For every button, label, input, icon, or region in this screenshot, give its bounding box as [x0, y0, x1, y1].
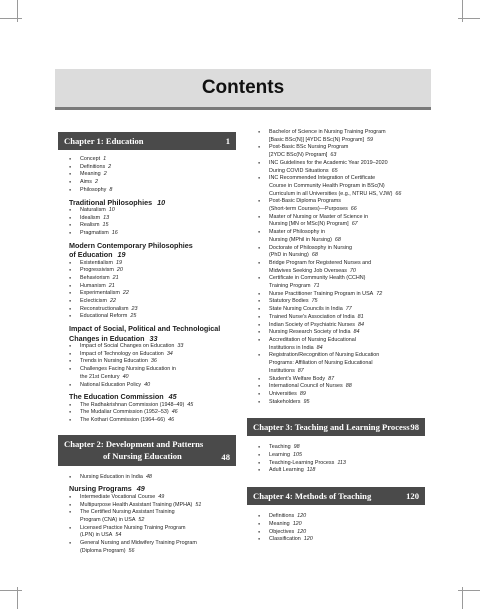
chapter-2-intro-list	[58, 474, 236, 482]
list-item[interactable]: ● International Council of Nurses 88	[247, 383, 425, 391]
list-item[interactable]: ● The Kothari Commission (1964–66) 46	[58, 417, 236, 425]
chapter-4-title: Chapter 4: Methods of Teaching	[253, 491, 372, 502]
page-title: Contents	[201, 77, 285, 98]
section-list	[58, 494, 236, 556]
list-item[interactable]: ● Challenges Facing Nursing Education in the 21st Century 40	[58, 366, 236, 381]
chapter-4-list	[247, 513, 425, 544]
list-item[interactable]: ● General Nursing and Midwifery Training Program (Diploma Program) 56	[58, 540, 236, 555]
list-item[interactable]: ● Certificate in Community Health (CCHN) Training Program 71	[247, 275, 425, 290]
toc-right-column	[247, 129, 425, 544]
section-heading[interactable]: The Education Commission 45	[69, 392, 177, 402]
chapter-2-title-line2: of Nursing Education	[103, 450, 182, 461]
contents-title-band	[55, 69, 431, 110]
list-item[interactable]: ● INC Guidelines for the Academic Year 2019–2020 During COVID Situations 65	[247, 160, 425, 175]
list-item[interactable]: ● Naturalism 10	[58, 207, 236, 215]
list-item[interactable]: ● Experimentalism 22	[58, 290, 236, 298]
list-item[interactable]: ● Stakeholders 95	[247, 399, 425, 407]
chapter-1-intro-list	[58, 156, 236, 195]
list-item[interactable]: ● Post-Basic Diploma Programs (Short-term Courses)—Purposes 66	[247, 198, 425, 213]
list-item[interactable]: ● Pragmatism 16	[58, 230, 236, 238]
chapter-2-title: Chapter 2: Development and Patterns	[64, 438, 204, 449]
list-item[interactable]: ● Registration/Recognition of Nursing Education Programs: Affiliation of Nursing Educational Institutions 87	[247, 352, 425, 375]
chapter-3-title: Chapter 3: Teaching and Learning Process	[253, 422, 410, 433]
list-item[interactable]: ● Concept 1	[58, 156, 236, 164]
section-heading[interactable]: Traditional Philosophies 10	[69, 197, 166, 207]
crop-mark	[462, 0, 463, 22]
list-item[interactable]: ● Multipurpose Health Assistant Training (MPHA) 51	[58, 502, 236, 510]
list-item[interactable]: ● Progressivism 20	[58, 267, 236, 275]
list-item[interactable]: ● Realism 15	[58, 222, 236, 230]
section-list	[58, 402, 236, 425]
list-item[interactable]: ● Philosophy 8	[58, 187, 236, 195]
list-item[interactable]: ● Nurse Practitioner Training Program in USA 72	[247, 291, 425, 299]
crop-mark	[0, 590, 22, 591]
chapter-2-heading[interactable]	[58, 435, 236, 466]
chapter-2-continued-list	[247, 129, 425, 406]
list-item[interactable]: ● Eclecticism 22	[58, 298, 236, 306]
list-item[interactable]: ● Teaching 98	[247, 444, 425, 452]
chapter-4-page: 120	[406, 491, 419, 502]
list-item[interactable]: ● Accreditation of Nursing Educational Institutions in India 84	[247, 337, 425, 352]
list-item[interactable]: ● Educational Reform 25	[58, 313, 236, 321]
list-item[interactable]: ● INC Recommended Integration of Certificate Course in Community Health Program in BSc(N) Curriculum in all Universities (e.g., NTRU HS, VJW) 66	[247, 175, 425, 198]
crop-mark	[17, 0, 18, 22]
list-item[interactable]: ● Teaching-Learning Process 113	[247, 460, 425, 468]
chapter-3-heading[interactable]	[247, 418, 425, 436]
list-item[interactable]: ● Post-Basic BSc Nursing Program [2YDC BSc(N) Program] 63	[247, 144, 425, 159]
list-item[interactable]: ● Indian Society of Psychiatric Nurses 84	[247, 322, 425, 330]
list-item[interactable]: ● The Certified Nursing Assistant Training Program (CNA) in USA 52	[58, 509, 236, 524]
list-item[interactable]: ● Adult Learning 118	[247, 467, 425, 475]
chapter-1-heading[interactable]	[58, 132, 236, 150]
list-item[interactable]: ● Humanism 21	[58, 283, 236, 291]
list-item[interactable]: ● Student's Welfare Body 87	[247, 376, 425, 384]
list-item[interactable]: ● Statutory Bodies 75	[247, 298, 425, 306]
chapter-1-title: Chapter 1: Education	[64, 136, 144, 146]
list-item[interactable]: ● Bridge Program for Registered Nurses and Midwives Seeking Job Overseas 70	[247, 260, 425, 275]
list-item[interactable]: ● Nursing Research Society of India 84	[247, 329, 425, 337]
list-item[interactable]: ● Doctorate of Philosophy in Nursing (PhD in Nursing) 68	[247, 245, 425, 260]
list-item[interactable]: ● Definitions 2	[58, 164, 236, 172]
list-item[interactable]: ● Master of Philosophy in Nursing (MPhil in Nursing) 68	[247, 229, 425, 244]
section-list	[58, 260, 236, 322]
chapter-3-list	[247, 444, 425, 475]
section-heading[interactable]: Modern Contemporary Philosophies of Education 19	[69, 240, 193, 260]
chapter-4-heading[interactable]	[247, 487, 425, 505]
list-item[interactable]: ● The Radhakrishnan Commission (1948–49) 45	[58, 402, 236, 410]
list-item[interactable]: ● Bachelor of Science in Nursing Training Program [Basic BSc(N)] [4YDC BSc(N) Program] 59	[247, 129, 425, 144]
toc-left-column	[58, 132, 236, 555]
list-item[interactable]: ● Trends in Nursing Education 36	[58, 358, 236, 366]
list-item[interactable]: ● Trained Nurse's Association of India 81	[247, 314, 425, 322]
list-item[interactable]: ● Idealism 13	[58, 215, 236, 223]
list-item[interactable]: ● Universities 89	[247, 391, 425, 399]
list-item[interactable]: ● Nursing Education in India 48	[58, 474, 236, 482]
crop-mark	[17, 587, 18, 609]
chapter-3-page: 98	[410, 422, 419, 433]
list-item[interactable]: ● National Education Policy 40	[58, 382, 236, 390]
list-item[interactable]: ● Classification 120	[247, 536, 425, 544]
section-list	[58, 343, 236, 389]
list-item[interactable]: ● Meaning 120	[247, 521, 425, 529]
section-heading[interactable]: Impact of Social, Political and Technological Changes in Education 33	[69, 324, 221, 343]
section-list	[58, 207, 236, 238]
list-item[interactable]: ● Definitions 120	[247, 513, 425, 521]
list-item[interactable]: ● The Mudaliar Commission (1952–53) 46	[58, 409, 236, 417]
chapter-2-page: 48	[221, 451, 230, 462]
crop-mark	[462, 587, 463, 609]
list-item[interactable]: ● Meaning 2	[58, 171, 236, 179]
list-item[interactable]: ● Objectives 120	[247, 529, 425, 537]
list-item[interactable]: ● Aims 2	[58, 179, 236, 187]
list-item[interactable]: ● Licensed Practice Nursing Training Program (LPN) in USA 54	[58, 525, 236, 540]
chapter-1-page: 1	[225, 136, 230, 146]
crop-mark	[0, 18, 22, 19]
list-item[interactable]: ● Behaviorism 21	[58, 275, 236, 283]
list-item[interactable]: ● Reconstructionalism 23	[58, 306, 236, 314]
list-item[interactable]: ● Impact of Technology on Education 34	[58, 351, 236, 359]
list-item[interactable]: ● Impact of Social Changes on Education 33	[58, 343, 236, 351]
list-item[interactable]: ● Existentialism 19	[58, 260, 236, 268]
list-item[interactable]: ● Intermediate Vocational Course 49	[58, 494, 236, 502]
section-heading[interactable]: Nursing Programs 49	[69, 484, 145, 494]
list-item[interactable]: ● State Nursing Councils in India 77	[247, 306, 425, 314]
list-item[interactable]: ● Master of Nursing or Master of Science in Nursing [MN or MSc(N) Program] 67	[247, 214, 425, 229]
list-item[interactable]: ● Learning 105	[247, 452, 425, 460]
